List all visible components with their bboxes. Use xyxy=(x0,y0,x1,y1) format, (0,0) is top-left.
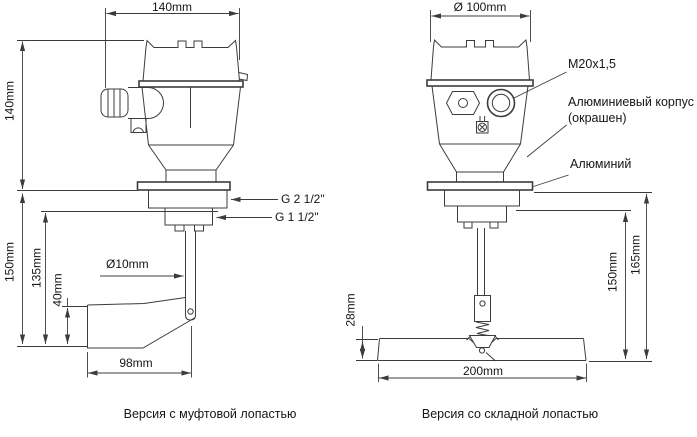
dim-left-paddle-height: 40mm xyxy=(50,273,65,307)
label-housing-material-2: (окрашен) xyxy=(568,111,627,125)
label-thread-inner: G 1 1/2" xyxy=(275,210,319,224)
left-device-paddle xyxy=(88,298,196,349)
dim-left-shaft-height: 135mm xyxy=(29,247,44,289)
caption-left-version: Версия с муфтовой лопастью xyxy=(123,407,297,421)
right-device-housing xyxy=(427,40,533,361)
label-cable-entry: M20x1,5 xyxy=(568,57,616,71)
dim-left-housing-height: 140mm xyxy=(2,80,17,122)
dim-left-housing-width: 140mm xyxy=(151,0,193,14)
caption-right-version: Версия со складной лопастью xyxy=(421,407,599,421)
dim-left-shaft-diameter: Ø10mm xyxy=(106,257,149,271)
label-housing-material: Алюминиевый корпус xyxy=(568,95,695,109)
dim-left-total-height: 150mm xyxy=(2,241,17,283)
left-dimension-lines xyxy=(17,8,278,378)
label-flange-material: Алюминий xyxy=(570,157,632,171)
dim-right-shaft-height: 150mm xyxy=(605,251,620,293)
dim-right-paddle-length: 200mm xyxy=(462,364,504,378)
dim-right-housing-diameter: Ø 100mm xyxy=(453,0,507,14)
dim-right-paddle-height: 28mm xyxy=(343,293,358,327)
dim-left-paddle-length: 98mm xyxy=(119,356,153,370)
dim-right-total-height: 165mm xyxy=(628,234,643,276)
label-thread-outer: G 2 1/2" xyxy=(281,192,325,206)
right-device-paddle xyxy=(378,339,587,361)
left-device-housing xyxy=(101,41,248,321)
